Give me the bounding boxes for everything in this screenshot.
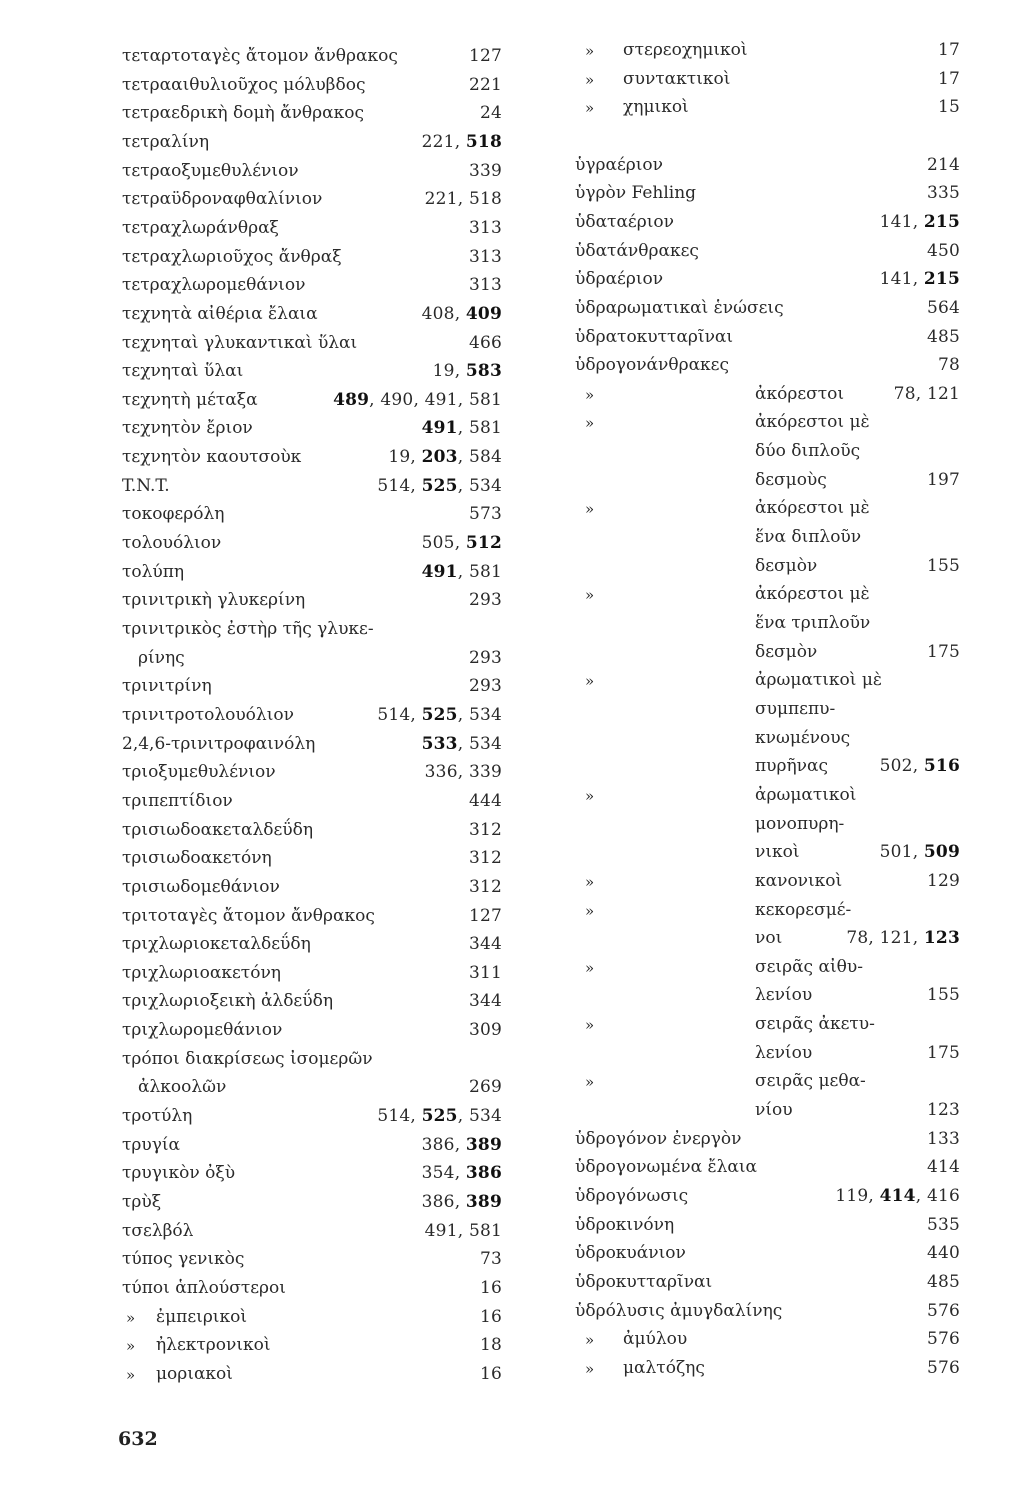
page-refs — [469, 46, 502, 66]
index-term: τρισιωδοακετόνη — [122, 848, 272, 869]
page-refs — [938, 69, 960, 89]
ditto-mark: » — [585, 586, 595, 605]
index-term: ἀμύλου — [623, 1329, 688, 1350]
page-refs — [469, 820, 502, 840]
page-refs: 386, 389 — [421, 1134, 502, 1155]
index-term: ὑδατάνθρακες — [575, 240, 699, 261]
page-ref: 581 — [468, 418, 502, 439]
page-ref: 339 — [468, 762, 502, 783]
page-refs: 141, 215 — [879, 269, 960, 290]
page-refs — [469, 333, 502, 353]
page-ref: 269 — [468, 1077, 502, 1098]
page-refs — [480, 1335, 502, 1355]
page-ref-bold: 583 — [465, 361, 502, 382]
index-term: δεσμὸν — [755, 555, 818, 576]
page-ref: 491 — [424, 1220, 458, 1241]
page-ref: 175 — [926, 641, 960, 662]
index-term: τεχνητὴ μέταξα — [122, 389, 258, 410]
page-refs: 491, 581 — [421, 561, 502, 582]
page-ref: 155 — [926, 985, 960, 1006]
index-term: κεκορεσμέ- — [755, 899, 852, 920]
index-term: τεχνηταὶ ὕλαι — [122, 361, 244, 382]
page-ref: 505 — [421, 533, 455, 554]
index-term: τρινιτροτολουόλιον — [122, 704, 294, 725]
page-refs — [938, 97, 960, 117]
page-ref: 501 — [879, 842, 913, 863]
page-ref: 197 — [926, 469, 960, 490]
page-ref: 573 — [468, 504, 502, 525]
page-refs — [469, 75, 502, 95]
index-term: ἀκόρεστοι μὲ — [755, 584, 870, 605]
page-ref: 485 — [926, 1271, 960, 1292]
ditto-mark: » — [585, 414, 595, 433]
index-term: ὑδροκυάνιον — [575, 1243, 686, 1264]
page-ref: 414 — [926, 1157, 960, 1178]
index-term: μοριακοὶ — [156, 1363, 233, 1384]
page-refs — [469, 791, 502, 811]
index-term: T.N.T. — [122, 475, 170, 496]
page-refs — [927, 1043, 960, 1063]
index-term: ἀρωματικοὶ — [755, 784, 857, 805]
index-term: ὑδραέριον — [575, 269, 664, 290]
page-ref: 344 — [468, 934, 502, 955]
index-term: τετρααιθυλιοῦχος μόλυβδος — [122, 74, 366, 95]
page-refs: 119, 414, 416 — [835, 1186, 960, 1206]
page-ref: 78 — [893, 383, 916, 404]
index-term: τύποι ἁπλούστεροι — [122, 1277, 286, 1298]
page-refs — [480, 103, 502, 123]
page-refs: 19, 583 — [432, 361, 502, 382]
page-ref: 16 — [479, 1363, 502, 1384]
page-refs — [927, 327, 960, 347]
page-ref: 502 — [879, 756, 913, 777]
page-ref-bold: 525 — [421, 475, 458, 496]
index-term: ὑδρογονάνθρακες — [575, 355, 730, 376]
page-refs — [938, 355, 960, 375]
page-ref-bold: 491 — [421, 418, 458, 439]
index-term: τολύπη — [122, 561, 185, 582]
index-term: τεχνητὸν ἔριον — [122, 418, 253, 439]
index-term: χημικοὶ — [623, 97, 689, 118]
page-refs — [469, 504, 502, 524]
index-term: μονοπυρη- — [755, 813, 845, 834]
page-ref: 312 — [468, 848, 502, 869]
page-ref: 336 — [424, 762, 458, 783]
index-term: τριπεπτίδιον — [122, 790, 233, 811]
index-term: τσελβόλ — [122, 1220, 194, 1241]
index-term: ὑδρογονωμένα ἔλαια — [575, 1157, 757, 1178]
page-ref: 293 — [468, 676, 502, 697]
index-term: ρίνης — [138, 647, 185, 668]
page-ref-bold: 414 — [879, 1186, 916, 1206]
page-refs — [927, 1358, 960, 1378]
index-term: ὑδρογόνωσις — [575, 1186, 689, 1206]
index-term: ἀκόρεστοι μὲ — [755, 412, 870, 433]
page-ref: 444 — [468, 790, 502, 811]
page-refs — [469, 906, 502, 926]
page-refs — [927, 871, 960, 891]
page-ref: 576 — [926, 1329, 960, 1350]
page-refs — [469, 590, 502, 610]
page-ref-bold: 518 — [465, 131, 502, 152]
index-term: στερεοχημικοὶ — [623, 40, 748, 60]
page-refs — [469, 676, 502, 696]
page-ref: 16 — [479, 1306, 502, 1327]
page-ref: 581 — [468, 1220, 502, 1241]
page-refs — [927, 155, 960, 175]
index-term: δύο διπλοῦς — [755, 441, 861, 462]
index-term: ὑδραρωματικαὶ ἑνώσεις — [575, 297, 784, 318]
page-refs: 141, 215 — [879, 211, 960, 232]
index-term: τρινιτρικὴ γλυκερίνη — [122, 590, 306, 611]
page-ref: 129 — [926, 870, 960, 891]
index-term: τεταρτοταγὲς ἄτομον ἄνθρακος — [122, 46, 398, 66]
page-ref-bold: 516 — [923, 756, 960, 777]
ditto-mark: » — [585, 1359, 595, 1378]
page-ref: 344 — [468, 991, 502, 1012]
index-term: τετραϋδροναφθαλίνιον — [122, 189, 323, 210]
page-refs — [469, 991, 502, 1011]
index-term: ἀλκοολῶν — [138, 1077, 227, 1098]
page-refs: 336, 339 — [424, 762, 502, 783]
page-ref: 518 — [468, 189, 502, 210]
page-ref-bold: 509 — [923, 842, 960, 863]
page-ref: 221 — [424, 189, 458, 210]
page-ref: 73 — [479, 1249, 502, 1270]
index-term: ἕνα τριπλοῦν — [755, 613, 871, 633]
page-refs — [927, 470, 960, 490]
page-ref: 534 — [468, 1106, 502, 1127]
page-refs — [927, 1301, 960, 1321]
index-term: τρισιωδοακεταλδεΰδη — [122, 819, 314, 840]
ditto-mark: » — [126, 1365, 136, 1384]
page-ref: 386 — [421, 1134, 455, 1155]
index-term: νοι — [755, 928, 783, 949]
index-term: συντακτικοὶ — [623, 68, 731, 89]
index-term: σειρᾶς αἰθυ- — [755, 956, 863, 977]
page-ref: 313 — [468, 246, 502, 267]
page-refs — [480, 1364, 502, 1384]
index-term: ὑδρογόνον ἐνεργὸν — [575, 1128, 742, 1149]
page-ref: 534 — [468, 704, 502, 725]
page-ref: 339 — [468, 160, 502, 181]
page-ref: 313 — [468, 217, 502, 238]
index-term: ἀκόρεστοι — [755, 383, 845, 404]
index-term: τετραχλωριοῦχος ἄνθραξ — [122, 246, 342, 267]
page-ref-bold: 215 — [923, 211, 960, 232]
ditto-mark: » — [585, 385, 595, 404]
page-refs — [469, 1077, 502, 1097]
ditto-mark: » — [585, 958, 595, 977]
page-refs: 19, 203, 584 — [388, 447, 502, 468]
index-term: τριχλωρομεθάνιον — [122, 1020, 283, 1041]
page-refs — [927, 1272, 960, 1292]
page-refs — [469, 1020, 502, 1040]
ditto-mark: » — [585, 1331, 595, 1350]
page-ref: 312 — [468, 876, 502, 897]
index-term: τρινιτρικὸς ἐστὴρ τῆς γλυκε- — [122, 619, 374, 639]
page-ref: 24 — [479, 103, 502, 124]
index-term: τετραλίνη — [122, 131, 210, 152]
index-term: τρισιωδομεθάνιον — [122, 876, 280, 897]
index-term: δεσμοὺς — [755, 469, 827, 490]
page-ref-bold: 409 — [465, 303, 502, 324]
page-ref: 312 — [468, 819, 502, 840]
page-ref: 17 — [937, 68, 960, 89]
page-ref: 408 — [421, 303, 455, 324]
index-term: ὑδρατοκυτταρῖναι — [575, 326, 734, 347]
page-ref-bold: 525 — [421, 1106, 458, 1127]
index-term: τροτύλη — [122, 1106, 193, 1127]
page-ref-bold: 525 — [421, 704, 458, 725]
page-refs — [927, 556, 960, 576]
index-term: σειρᾶς μεθα- — [755, 1071, 866, 1092]
page-refs: 514, 525, 534 — [377, 704, 502, 725]
ditto-mark: » — [585, 872, 595, 891]
page-refs — [927, 1215, 960, 1235]
index-term: ὑδαταέριον — [575, 211, 674, 232]
ditto-mark: » — [585, 1073, 595, 1092]
index-term: τριχλωριοξεικὴ ἀλδεΰδη — [122, 991, 333, 1012]
index-term: ὑδροκινόνη — [575, 1214, 675, 1235]
page-refs: 221, 518 — [424, 189, 502, 210]
page-ref-bold: 512 — [465, 533, 502, 554]
index-term: κανονικοὶ — [755, 870, 843, 891]
page-refs — [469, 877, 502, 897]
page-ref: 576 — [926, 1300, 960, 1321]
index-term: τεχνητὸν καουτσοὺκ — [122, 447, 302, 468]
page-refs: 78, 121 — [893, 383, 960, 404]
page-ref: 155 — [926, 555, 960, 576]
ditto-mark: » — [585, 500, 595, 519]
page-ref: 119 — [835, 1186, 869, 1206]
page-ref-bold: 123 — [923, 928, 960, 949]
page-ref: 335 — [926, 183, 960, 204]
page-ref: 534 — [468, 475, 502, 496]
index-term: τρυγικὸν ὀξὺ — [122, 1163, 236, 1184]
page-number: 632 — [118, 1428, 158, 1450]
index-term: τριοξυμεθυλένιον — [122, 762, 276, 783]
page-refs — [927, 985, 960, 1005]
page-refs — [927, 1100, 960, 1120]
page-ref-bold: 491 — [421, 561, 458, 582]
index-term: τεχνητὰ αἰθέρια ἔλαια — [122, 303, 318, 324]
page-ref: 576 — [926, 1357, 960, 1378]
page-ref: 386 — [421, 1192, 455, 1212]
index-term: κνωμένους — [755, 727, 851, 748]
page-ref: 293 — [468, 590, 502, 611]
page-ref: 534 — [468, 733, 502, 754]
page-ref: 16 — [479, 1277, 502, 1298]
page-ref: 221 — [468, 74, 502, 95]
index-term: ὑδροκυτταρῖναι — [575, 1271, 713, 1292]
index-term: ἠλεκτρονικοὶ — [156, 1335, 271, 1356]
index-term: πυρῆνας — [755, 756, 829, 777]
page-ref: 19 — [388, 447, 411, 468]
page-ref: 450 — [926, 240, 960, 261]
page-refs — [938, 40, 960, 60]
index-term: ὑδρόλυσις ἀμυγδαλίνης — [575, 1300, 783, 1321]
page-ref: 17 — [937, 40, 960, 60]
page-ref: 175 — [926, 1042, 960, 1063]
ditto-mark: » — [585, 672, 595, 691]
page-ref: 309 — [468, 1020, 502, 1041]
page-ref: 581 — [468, 389, 502, 410]
page-ref: 141 — [879, 269, 913, 290]
page-refs: 514, 525, 534 — [377, 1106, 502, 1127]
page-refs: 514, 525, 534 — [377, 475, 502, 496]
page-refs — [480, 1249, 502, 1269]
index-term: τριτοταγὲς ἄτομον ἄνθρακος — [122, 905, 375, 926]
index-term: ἐμπειρικοὶ — [156, 1306, 248, 1327]
page-ref: 416 — [926, 1186, 960, 1206]
page-refs: 221, 518 — [421, 131, 502, 152]
page-refs — [469, 275, 502, 295]
page-refs: 386, 389 — [421, 1192, 502, 1212]
page-ref: 564 — [926, 297, 960, 318]
page-ref: 19 — [432, 361, 455, 382]
page-ref: 313 — [468, 275, 502, 296]
index-term: τύπος γενικὸς — [122, 1249, 245, 1270]
page-refs — [469, 848, 502, 868]
index-term: λενίου — [755, 1042, 813, 1063]
page-refs — [927, 241, 960, 261]
page-refs — [927, 1157, 960, 1177]
page-refs: 354, 386 — [421, 1163, 502, 1184]
page-refs — [927, 1129, 960, 1149]
index-term: λενίου — [755, 985, 813, 1006]
index-term: τετραχλωράνθραξ — [122, 217, 279, 238]
page-refs — [469, 648, 502, 668]
index-term: τριχλωριοακετόνη — [122, 962, 281, 983]
page-refs — [469, 161, 502, 181]
page-refs: 78, 121, 123 — [846, 928, 960, 949]
index-term: τετραεδρικὴ δομὴ ἄνθρακος — [122, 103, 365, 124]
ditto-mark: » — [585, 786, 595, 805]
ditto-mark: » — [585, 99, 595, 118]
page-ref: 584 — [468, 447, 502, 468]
index-term: ἀρωματικοὶ μὲ — [755, 670, 883, 691]
index-term: δεσμὸν — [755, 641, 818, 662]
ditto-mark: » — [585, 1016, 595, 1035]
page-ref: 514 — [377, 475, 411, 496]
index-term: σειρᾶς ἀκετυ- — [755, 1014, 875, 1035]
page-ref-bold: 389 — [465, 1192, 502, 1212]
index-term: ὑγραέριον — [575, 154, 664, 175]
ditto-mark: » — [585, 70, 595, 89]
index-term: νικοὶ — [755, 842, 800, 863]
page-ref: 221 — [421, 131, 455, 152]
index-term: τριχλωριοκεταλδεΰδη — [122, 934, 311, 955]
page-ref: 466 — [468, 332, 502, 353]
page-ref: 514 — [377, 1106, 411, 1127]
page-refs: 491, 581 — [424, 1220, 502, 1241]
page-ref: 514 — [377, 704, 411, 725]
ditto-mark: » — [585, 901, 595, 920]
page-refs: 489, 490, 491, 581 — [333, 389, 502, 410]
index-term: τετραχλωρομεθάνιον — [122, 275, 306, 296]
index-term: τολουόλιον — [122, 533, 222, 554]
page-ref: 214 — [926, 154, 960, 175]
index-term: τρὺξ — [122, 1192, 162, 1212]
page-refs — [927, 183, 960, 203]
index-term: ὑγρὸν Fehling — [575, 183, 697, 204]
page-refs — [927, 298, 960, 318]
page-ref: 121 — [926, 383, 960, 404]
page-ref: 354 — [421, 1163, 455, 1184]
page-ref: 141 — [879, 211, 913, 232]
page-refs — [469, 963, 502, 983]
index-term: τοκοφερόλη — [122, 504, 225, 525]
index-term: ἀκόρεστοι μὲ — [755, 498, 870, 519]
page-ref: 440 — [926, 1243, 960, 1264]
page-ref: 15 — [937, 97, 960, 118]
page-refs — [469, 218, 502, 238]
page-ref: 490 — [380, 389, 414, 410]
page-ref: 127 — [468, 905, 502, 926]
page-ref-bold: 489 — [333, 389, 370, 410]
index-term: τρόποι διακρίσεως ἰσομερῶν — [122, 1048, 373, 1069]
index-term: μαλτόζης — [623, 1357, 705, 1378]
page-ref-bold: 533 — [421, 733, 458, 754]
page-ref-bold: 203 — [421, 447, 458, 468]
page-ref: 127 — [468, 46, 502, 66]
index-term: 2,4,6-τρινιτροφαινόλη — [122, 733, 316, 754]
index-term: τετραοξυμεθυλένιον — [122, 160, 299, 181]
page-ref: 121 — [879, 928, 913, 949]
page-refs: 533, 534 — [421, 733, 502, 754]
page-refs — [480, 1307, 502, 1327]
page-ref: 311 — [468, 962, 502, 983]
page-refs — [469, 934, 502, 954]
page-ref: 133 — [926, 1128, 960, 1149]
page-refs: 501, 509 — [879, 842, 960, 863]
index-term: ἕνα διπλοῦν — [755, 527, 862, 548]
index-term: νίου — [755, 1100, 793, 1121]
page-refs — [927, 1329, 960, 1349]
page-ref-bold: 389 — [465, 1134, 502, 1155]
page-ref: 581 — [468, 561, 502, 582]
page-refs: 408, 409 — [421, 303, 502, 324]
page-refs — [927, 1243, 960, 1263]
page-ref: 123 — [926, 1100, 960, 1121]
ditto-mark: » — [126, 1308, 136, 1327]
ditto-mark: » — [126, 1337, 136, 1356]
page-ref: 18 — [479, 1335, 502, 1356]
page-refs: 505, 512 — [421, 533, 502, 554]
page-ref: 485 — [926, 326, 960, 347]
page-refs: 491, 581 — [421, 418, 502, 439]
page-ref: 293 — [468, 647, 502, 668]
page-ref: 78 — [846, 928, 869, 949]
page-ref-bold: 215 — [923, 269, 960, 290]
page-ref-bold: 386 — [465, 1163, 502, 1184]
index-term: τρινιτρίνη — [122, 676, 212, 697]
page-ref: 78 — [937, 355, 960, 376]
page-ref: 535 — [926, 1214, 960, 1235]
index-term: τεχνηταὶ γλυκαντικαὶ ὕλαι — [122, 332, 358, 353]
page-refs — [469, 247, 502, 267]
page-refs — [927, 642, 960, 662]
index-term: συμπεπυ- — [755, 698, 836, 719]
page-ref: 491 — [424, 389, 458, 410]
index-term: τρυγία — [122, 1134, 181, 1155]
page-refs — [480, 1278, 502, 1298]
page-refs: 502, 516 — [879, 756, 960, 777]
ditto-mark: » — [585, 42, 595, 60]
